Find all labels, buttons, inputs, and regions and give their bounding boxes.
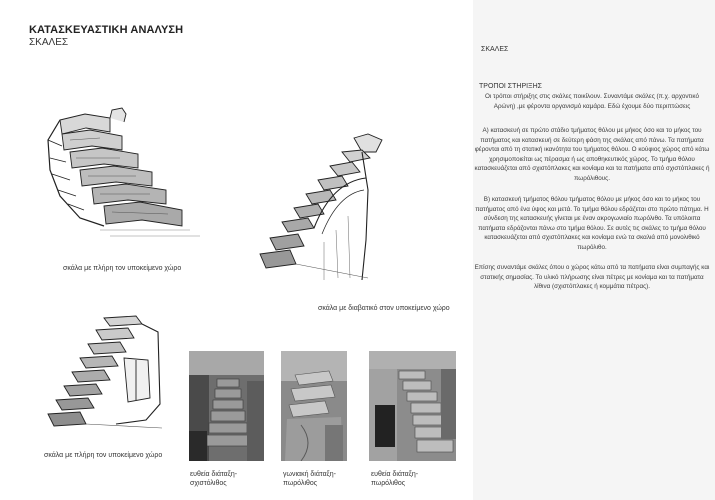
caption-photo-2 bbox=[283, 470, 336, 488]
paragraph-a: Α) κατασκευή σε πρώτο στάδιο τμήματος θόλου με μήκος όσο και το μήκος του πατήματος και κατασκευή σε δεύτερη φάση της σκάλας από πάνω. Τα πατήματα φέρονται από τη στατική ικανότητα του τμήματος θόλου. Ο κούφιος χώρος από κάτω χρησιμοποιείται ως πέρασμα ή ως αποθηκευτικός χώρος. Το τμήμα θόλου κατασκευάζεται από σχιστόπλακες και κονίαμα και τα πατήματα από σχιστόπλακες ή πωρόλιθους. bbox=[474, 127, 710, 182]
caption-photo-3-text: ευθεία διάταξη- πωρόλιθος bbox=[371, 471, 419, 487]
caption-photo-2-text: γωνιακή διάταξη- πωρόλιθος bbox=[283, 471, 336, 487]
caption-photo-1 bbox=[190, 470, 237, 488]
photo-corner-porous-stair bbox=[281, 351, 347, 461]
caption-sketch-2: σκάλα με διαβατικό στον υποκείμενο χώρο bbox=[318, 305, 450, 312]
page-title: ΚΑΤΑΣΚΕΥΑΣΤΙΚΗ ΑΝΑΛΥΣΗ bbox=[29, 24, 184, 36]
caption-sketch-1: σκάλα με πλήρη τον υποκείμενο χώρο bbox=[63, 265, 182, 272]
sketch-solid-stair-2 bbox=[42, 312, 174, 444]
page-subtitle: ΣΚΑΛΕΣ bbox=[29, 37, 69, 48]
paragraph-b: Β) κατασκευή τμήματος θόλου τμήματος θόλου με μήκος όσο και το μήκος του πατήματος από ένα ύψος και μετά. Το τμήμα θόλου εδράζεται στο πρώτο πάτημα. Η σύνδεση της κατασκευής γίνεται με έναν ακρογωνιαίο πωρόλιθο. Τα υπόλοιπα πατήματα εδράζονται πάνω στο τμήμα θόλου. Σε αυτές τις σκάλες το τμήμα θόλου κατασκευάζεται από σχιστόπλακες και κονίαμα ενώ τα σκαλιά από μονολιθικό πωρόλιθο. bbox=[475, 196, 709, 251]
caption-sketch-3: σκάλα με πλήρη τον υποκείμενο χώρο bbox=[44, 452, 163, 459]
paragraph-c: Επίσης συναντάμε σκάλες όπου ο χώρος κάτω από τα πατήματα είναι συμπαγής και στατικής σημασίας. Το υλικό πλήρωσης είναι πέτρες με κονίαμα και τα πατήματα λίθινα (σχιστόπλακες ή κομμάτια πέτρας). bbox=[474, 264, 710, 291]
panel-heading: ΣΚΑΛΕΣ bbox=[481, 46, 509, 53]
caption-photo-3 bbox=[371, 470, 418, 488]
intro-paragraph: Οι τρόποι στήριξης στις σκάλες ποικίλουν. Συναντάμε σκάλες (π.χ. αρχοντικό Αρώνη) ,με φέροντα οργανισμό καμάρα. Εδώ έχουμε δύο περιπτώσεις bbox=[485, 93, 699, 110]
photo-straight-porous-stair bbox=[369, 351, 456, 461]
photo-straight-slate-stair bbox=[189, 351, 264, 461]
caption-photo-1-text: ευθεία διάταξη- σχιστόλιθος bbox=[190, 471, 238, 487]
sketch-arched-stair bbox=[258, 130, 398, 286]
section-title: ΤΡΟΠΟΙ ΣΤΗΡΙΞΗΣ bbox=[479, 83, 542, 90]
sketch-solid-stair-1 bbox=[40, 100, 210, 248]
